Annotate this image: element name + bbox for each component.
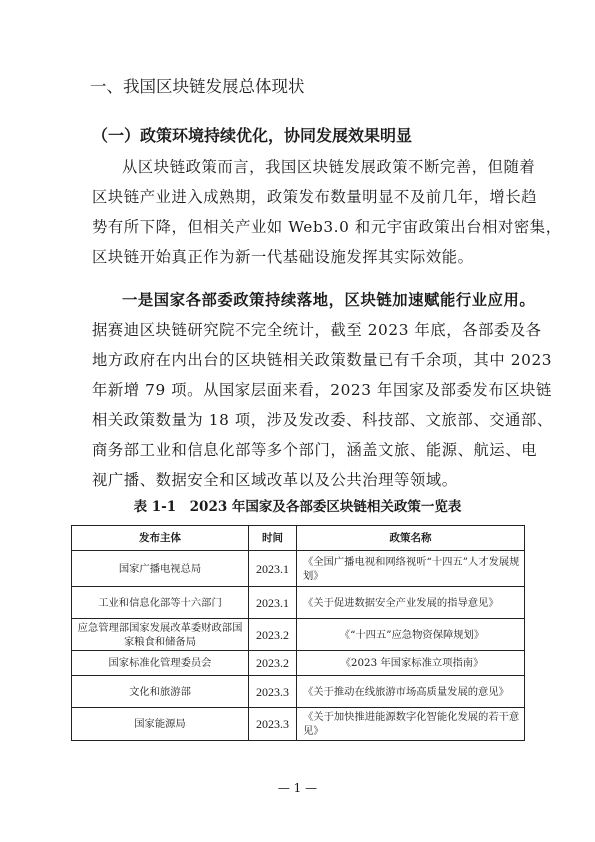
paragraph-line: 区块链开始真正作为新一代基础设施发挥其实际效能。 bbox=[92, 248, 474, 266]
cell-issuer: 应急管理部国家发展改革委财政部国家粮食和储备局 bbox=[72, 619, 249, 651]
table-row bbox=[72, 651, 525, 676]
paragraph-line: 地方政府在内出台的区块链相关政策数量已有千余项，其中 2023 bbox=[92, 351, 553, 369]
cell-policy-name: 《关于加快推进能源数字化智能化发展的若干意见》 bbox=[297, 708, 525, 741]
table-row bbox=[72, 619, 525, 651]
cell-issuer: 国家广播电视总局 bbox=[72, 551, 249, 587]
table-row bbox=[72, 587, 525, 619]
cell-policy-name: 《关于促进数据安全产业发展的指导意见》 bbox=[297, 587, 525, 619]
paragraph-line: 势有所下降，但相关产业如 Web3.0 和元宇宙政策出台相对密集， bbox=[92, 218, 562, 236]
paragraph-line: 视广播、数据安全和区域改革以及公共治理等领域。 bbox=[92, 471, 458, 489]
column-header-issuer: 发布主体 bbox=[72, 526, 249, 551]
paragraph-line: 相关政策数量为 18 项，涉及发改委、科技部、文旅部、交通部、 bbox=[92, 411, 553, 429]
cell-time: 2023.2 bbox=[249, 651, 297, 676]
policy-table bbox=[71, 525, 525, 741]
cell-time: 2023.2 bbox=[249, 619, 297, 651]
paragraph-line: 据赛迪区块链研究院不完全统计，截至 2023 年底，各部委及各 bbox=[92, 321, 542, 339]
table-row bbox=[72, 708, 525, 741]
paragraph-line: 商务部工业和信息化部等多个部门，涵盖文旅、能源、航运、电 bbox=[92, 441, 538, 459]
table-row bbox=[72, 676, 525, 708]
cell-issuer: 国家能源局 bbox=[72, 708, 249, 741]
table-row bbox=[72, 551, 525, 587]
column-header-time: 时间 bbox=[249, 526, 297, 551]
paragraph-line: 年新增 79 项。从国家层面来看，2023 年国家及部委发布区块链 bbox=[92, 381, 552, 399]
page-number: — 1 — bbox=[277, 781, 318, 795]
column-header-policy-name: 政策名称 bbox=[297, 526, 525, 551]
cell-issuer: 文化和旅游部 bbox=[72, 676, 249, 708]
cell-policy-name: 《2023 年国家标准立项指南》 bbox=[297, 651, 525, 676]
cell-time: 2023.1 bbox=[249, 551, 297, 587]
paragraph-line: 区块链产业进入成熟期，政策发布数量明显不及前几年，增长趋 bbox=[92, 188, 538, 206]
table-header-row bbox=[72, 526, 525, 551]
cell-policy-name: 《全国广播电视和网络视听“十四五”人才发展规划》 bbox=[297, 551, 525, 587]
table-caption: 表 1-1 2023 年国家及各部委区块链相关政策一览表 bbox=[133, 499, 462, 515]
cell-time: 2023.3 bbox=[249, 708, 297, 741]
paragraph-line: 从区块链政策而言，我国区块链发展政策不断完善，但随着 bbox=[122, 158, 536, 176]
cell-time: 2023.3 bbox=[249, 676, 297, 708]
cell-time: 2023.1 bbox=[249, 587, 297, 619]
cell-policy-name: 《关于推动在线旅游市场高质量发展的意见》 bbox=[297, 676, 525, 708]
cell-policy-name: 《“十四五”应急物资保障规划》 bbox=[297, 619, 525, 651]
paragraph-lead-sentence: 一是国家各部委政策持续落地，区块链加速赋能行业应用。 bbox=[122, 291, 536, 309]
section-heading: 一、我国区块链发展总体现状 bbox=[90, 77, 305, 96]
cell-issuer: 工业和信息化部等十六部门 bbox=[72, 587, 249, 619]
cell-issuer: 国家标准化管理委员会 bbox=[72, 651, 249, 676]
subsection-heading: （一）政策环境持续优化，协同发展效果明显 bbox=[92, 126, 413, 145]
